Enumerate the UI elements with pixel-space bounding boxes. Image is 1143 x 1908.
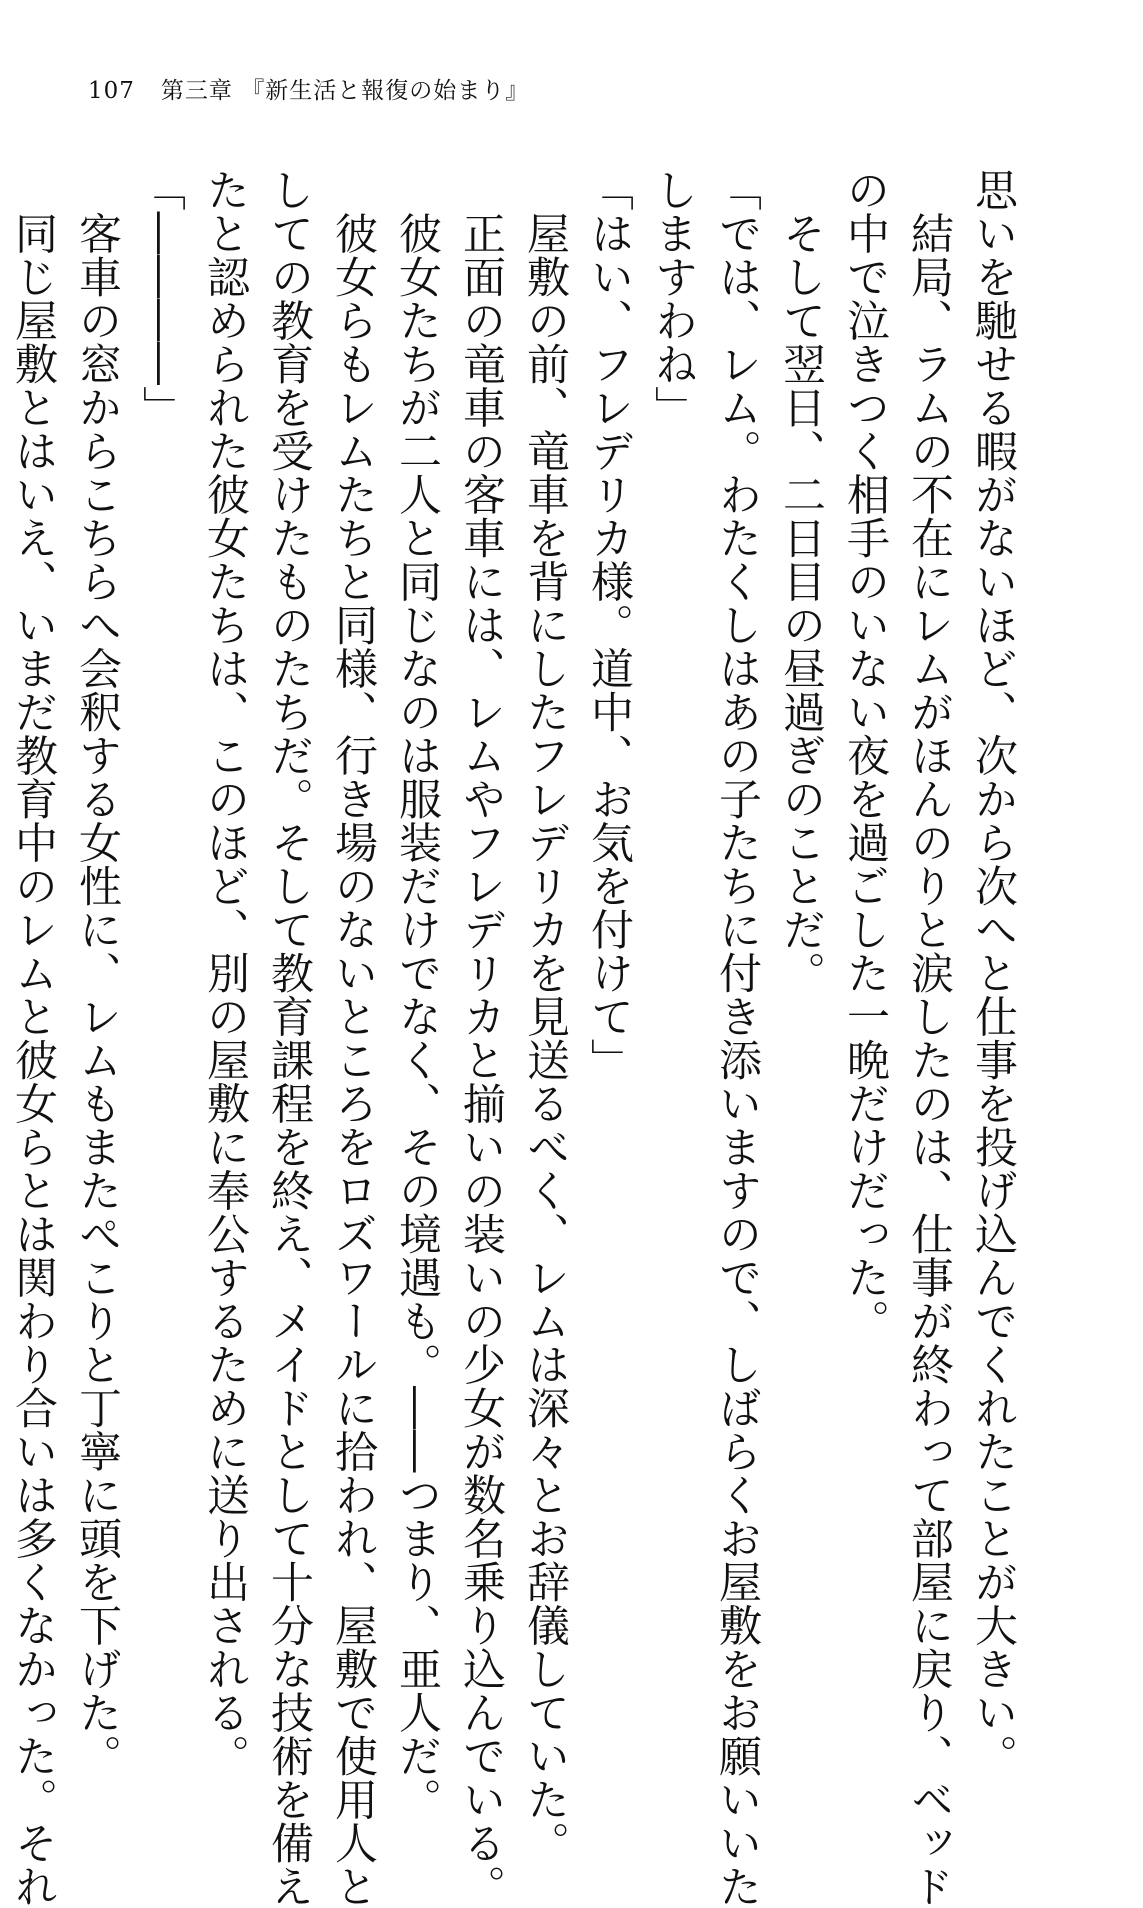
page-number: 107 xyxy=(88,78,135,104)
text-line: 「では、レム。わたくしはあの子たちに付き添いますので、しばらくお屋敷をお願いいた xyxy=(712,168,762,1908)
text-line: しますわね」 xyxy=(648,168,698,429)
text-line: 彼女らもレムたちと同様、行き場のないところをロズワールに拾われ、屋敷で使用人と xyxy=(328,168,378,1908)
text-line: 「――――」 xyxy=(136,168,186,429)
text-line: 思いを馳せる暇がないほど、次から次へと仕事を投げ込んでくれたことが大きい。 xyxy=(968,168,1018,1778)
text-line: 「はい、フレデリカ様。道中、お気を付けて」 xyxy=(584,168,634,1082)
chapter-title: 第三章 『新生活と報復の始まり』 xyxy=(160,78,530,104)
text-line: たと認められた彼女たちは、このほど、別の屋敷に奉公するために送り出される。 xyxy=(200,168,250,1778)
body-text xyxy=(0,168,1025,1908)
text-line xyxy=(0,168,1,1630)
text-line: 客車の窓からこちらへ会釈する女性に、レムもまたぺこりと丁寧に頭を下げた。 xyxy=(72,168,122,1778)
text-line: しての教育を受けたものたちだ。そして教育課程を終え、メイドとして十分な技術を備え xyxy=(264,168,314,1908)
running-header xyxy=(88,76,529,106)
text-line: 同じ屋敷とはいえ、いまだ教育中のレムと彼女らとは関わり合いは多くなかった。それ xyxy=(8,168,58,1908)
text-line: 屋敷の前、竜車を背にしたフレデリカを見送るべく、レムは深々とお辞儀していた。 xyxy=(520,168,570,1865)
text-line: 正面の竜車の客車には、レムやフレデリカと揃いの装いの少女が数名乗り込んでいる。 xyxy=(456,168,506,1908)
text-line: 結局、ラムの不在にレムがほんのりと涙したのは、仕事が終わって部屋に戻り、ベッド xyxy=(904,168,954,1908)
text-line: そして翌日、二日目の昼過ぎのことだ。 xyxy=(776,168,826,995)
text-line: の中で泣きつく相手のいない夜を過ごした一晩だけだった。 xyxy=(840,168,890,1343)
text-line: 彼女たちが二人と同じなのは服装だけでなく、その境遇も。――つまり、亜人だ。 xyxy=(392,168,442,1821)
